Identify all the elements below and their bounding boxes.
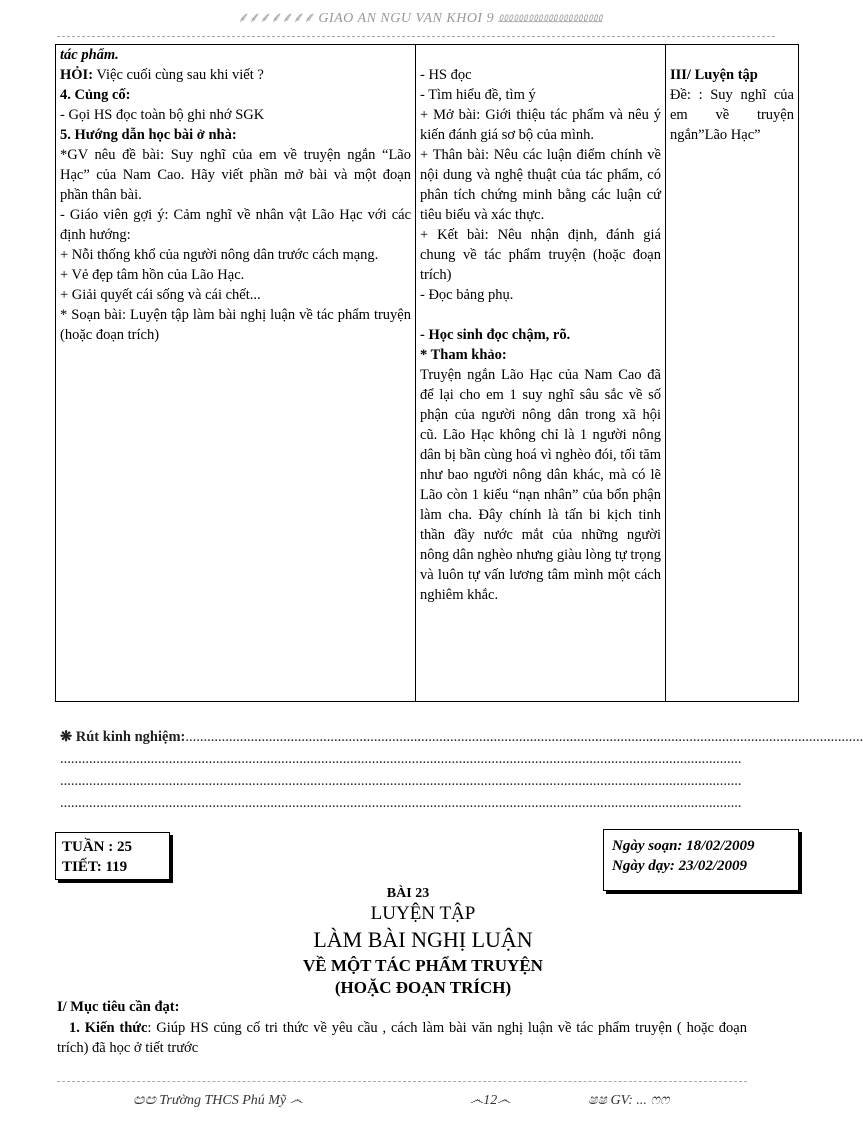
cell-text: - Giáo viên gợi ý: Cảm nghĩ về nhân vật Lão Hạc với các định hướng:	[60, 207, 411, 243]
objectives-heading: I/ Mục tiêu cần đạt:	[57, 999, 180, 1015]
dotted-line: ............................................................................................................................................................................................	[60, 795, 742, 811]
cell-text: - HS đọc	[420, 67, 472, 83]
objectives-text	[57, 1018, 747, 1058]
practice-heading: III/ Luyện tập	[670, 67, 758, 83]
reference-text: Truyện ngắn Lão Hạc của Nam Cao đã để lại cho em 1 suy nghĩ sâu sắc về số phận của người nông dân trong xã hội cũ. Lão Hạc không chỉ là 1 người nông dân bị bần cùng hoá vì nghèo đói, tối tăm như bao người nông dân khác, mà có lẽ Lão còn 1 kiểu “nạn nhân” của bổn phận làm cha. Đây chính là tấn bi kịch tinh thần đầy nước mắt của những người nông dân nghèo nhưng giàu lòng tự trọng và luôn tự vấn lương tâm mình một cách nghiêm khắc.	[420, 367, 661, 603]
question-line	[60, 65, 411, 85]
teach-date	[612, 856, 798, 876]
cell-text: * Soạn bài: Luyện tập làm bài nghị luận về tác phẩm truyện (hoặc đoạn trích)	[60, 307, 411, 343]
teach-date-label: Ngày dạy:	[612, 858, 675, 874]
footer-teacher: ෂෂ GV: ... ෆෆ	[588, 1093, 670, 1108]
review-notes	[60, 726, 863, 814]
question-text: Việc cuối cùng sau khi viết ?	[93, 67, 264, 83]
prep-date-value: 18/02/2009	[682, 838, 755, 854]
cell-text: - Đọc bảng phụ.	[420, 287, 514, 303]
lesson-table	[55, 44, 799, 702]
cell-text: - Học sinh đọc chậm, rõ.	[420, 327, 571, 343]
question-label: HỎI:	[60, 67, 94, 83]
knowledge-text: : Giúp HS củng cố tri thức về yêu cầu , cách làm bài văn nghị luận về tác phẩm truyện ( hoặc đoạn trích) đã học ở tiết trước	[57, 1020, 747, 1056]
cell-text: *GV nêu đề bài: Suy nghĩ của em về truyện ngắn “Lão Hạc” của Nam Cao. Hãy viết phần mở bài và một đoạn phần thân bài.	[60, 147, 411, 203]
dotted-line: ............................................................................................................................................................................................	[60, 773, 742, 789]
cell-text: tác phẩm.	[60, 47, 119, 63]
review-label: ❋ Rút kinh nghiệm:	[60, 729, 186, 745]
cell-text: + Kết bài: Nêu nhận định, đánh giá chung về tác phẩm truyện (hoặc đoạn trích)	[420, 227, 661, 283]
title-line-1: LUYỆN TẬP	[370, 903, 476, 924]
cell-text: + Nỗi thống khổ của người nông dân trước cách mạng.	[60, 247, 379, 263]
cell-text: + Thân bài: Nêu các luận điểm chính về nội dung và nghệ thuật của tác phẩm, có phân tích chứng minh bằng các luận cứ tiêu biểu và xác thực.	[420, 147, 661, 223]
cell-text: - Tìm hiểu đề, tìm ý	[420, 87, 536, 103]
period-label: TIẾT: 119	[62, 859, 128, 875]
cell-text: + Vẻ đẹp tâm hồn của Lão Hạc.	[60, 267, 245, 283]
page-header: ⸙⸙⸙⸙⸙⸙⸙ GIAO AN NGU VAN KHOI 9 ⅏⅏⅏⅏⅏⅏⅏	[237, 11, 603, 26]
cell-text: Đề: : Suy nghĩ của em về truyện ngắn”Lão Hạc”	[670, 87, 794, 143]
student-activity-cell	[416, 45, 666, 702]
cell-text: + Giải quyết cái sống và cái chết...	[60, 287, 261, 303]
dotted-line: ...........................................................................................................................................................................................	[185, 729, 863, 745]
cell-text: + Mở bài: Giới thiệu tác phẩm và nêu ý kiến đánh giá sơ bộ của mình.	[420, 107, 661, 143]
header-divider	[57, 36, 775, 37]
date-box	[603, 829, 799, 891]
footer-school: ඏඏ Trường THCS Phú Mỹ ෴	[133, 1093, 303, 1108]
teach-date-value: 23/02/2009	[674, 858, 747, 874]
page-number: ෴12෴	[470, 1093, 511, 1108]
prep-date	[612, 836, 798, 856]
title-line-4: (HOẶC ĐOẠN TRÍCH)	[334, 978, 512, 997]
section-heading: 4. Củng cố:	[60, 87, 131, 103]
week-label: TUẦN : 25	[62, 839, 132, 855]
review-line	[60, 726, 863, 748]
title-line-3: VỀ MỘT TÁC PHẨM TRUYỆN	[303, 956, 543, 975]
cell-text: - Gọi HS đọc toàn bộ ghi nhớ SGK	[60, 107, 265, 123]
dotted-line: ............................................................................................................................................................................................	[60, 751, 742, 767]
footer-divider	[57, 1081, 747, 1082]
cell-text: * Tham khảo:	[420, 347, 507, 363]
content-cell	[666, 45, 799, 702]
teacher-activity-cell	[56, 45, 416, 702]
title-line-2: LÀM BÀI NGHỊ LUẬN	[313, 927, 533, 952]
prep-date-label: Ngày soạn:	[612, 838, 683, 854]
lesson-number: BÀI 23	[386, 886, 430, 901]
section-heading: 5. Hướng dẫn học bài ở nhà:	[60, 127, 237, 143]
knowledge-label: 1. Kiến thức	[69, 1020, 148, 1036]
week-box	[55, 832, 170, 880]
